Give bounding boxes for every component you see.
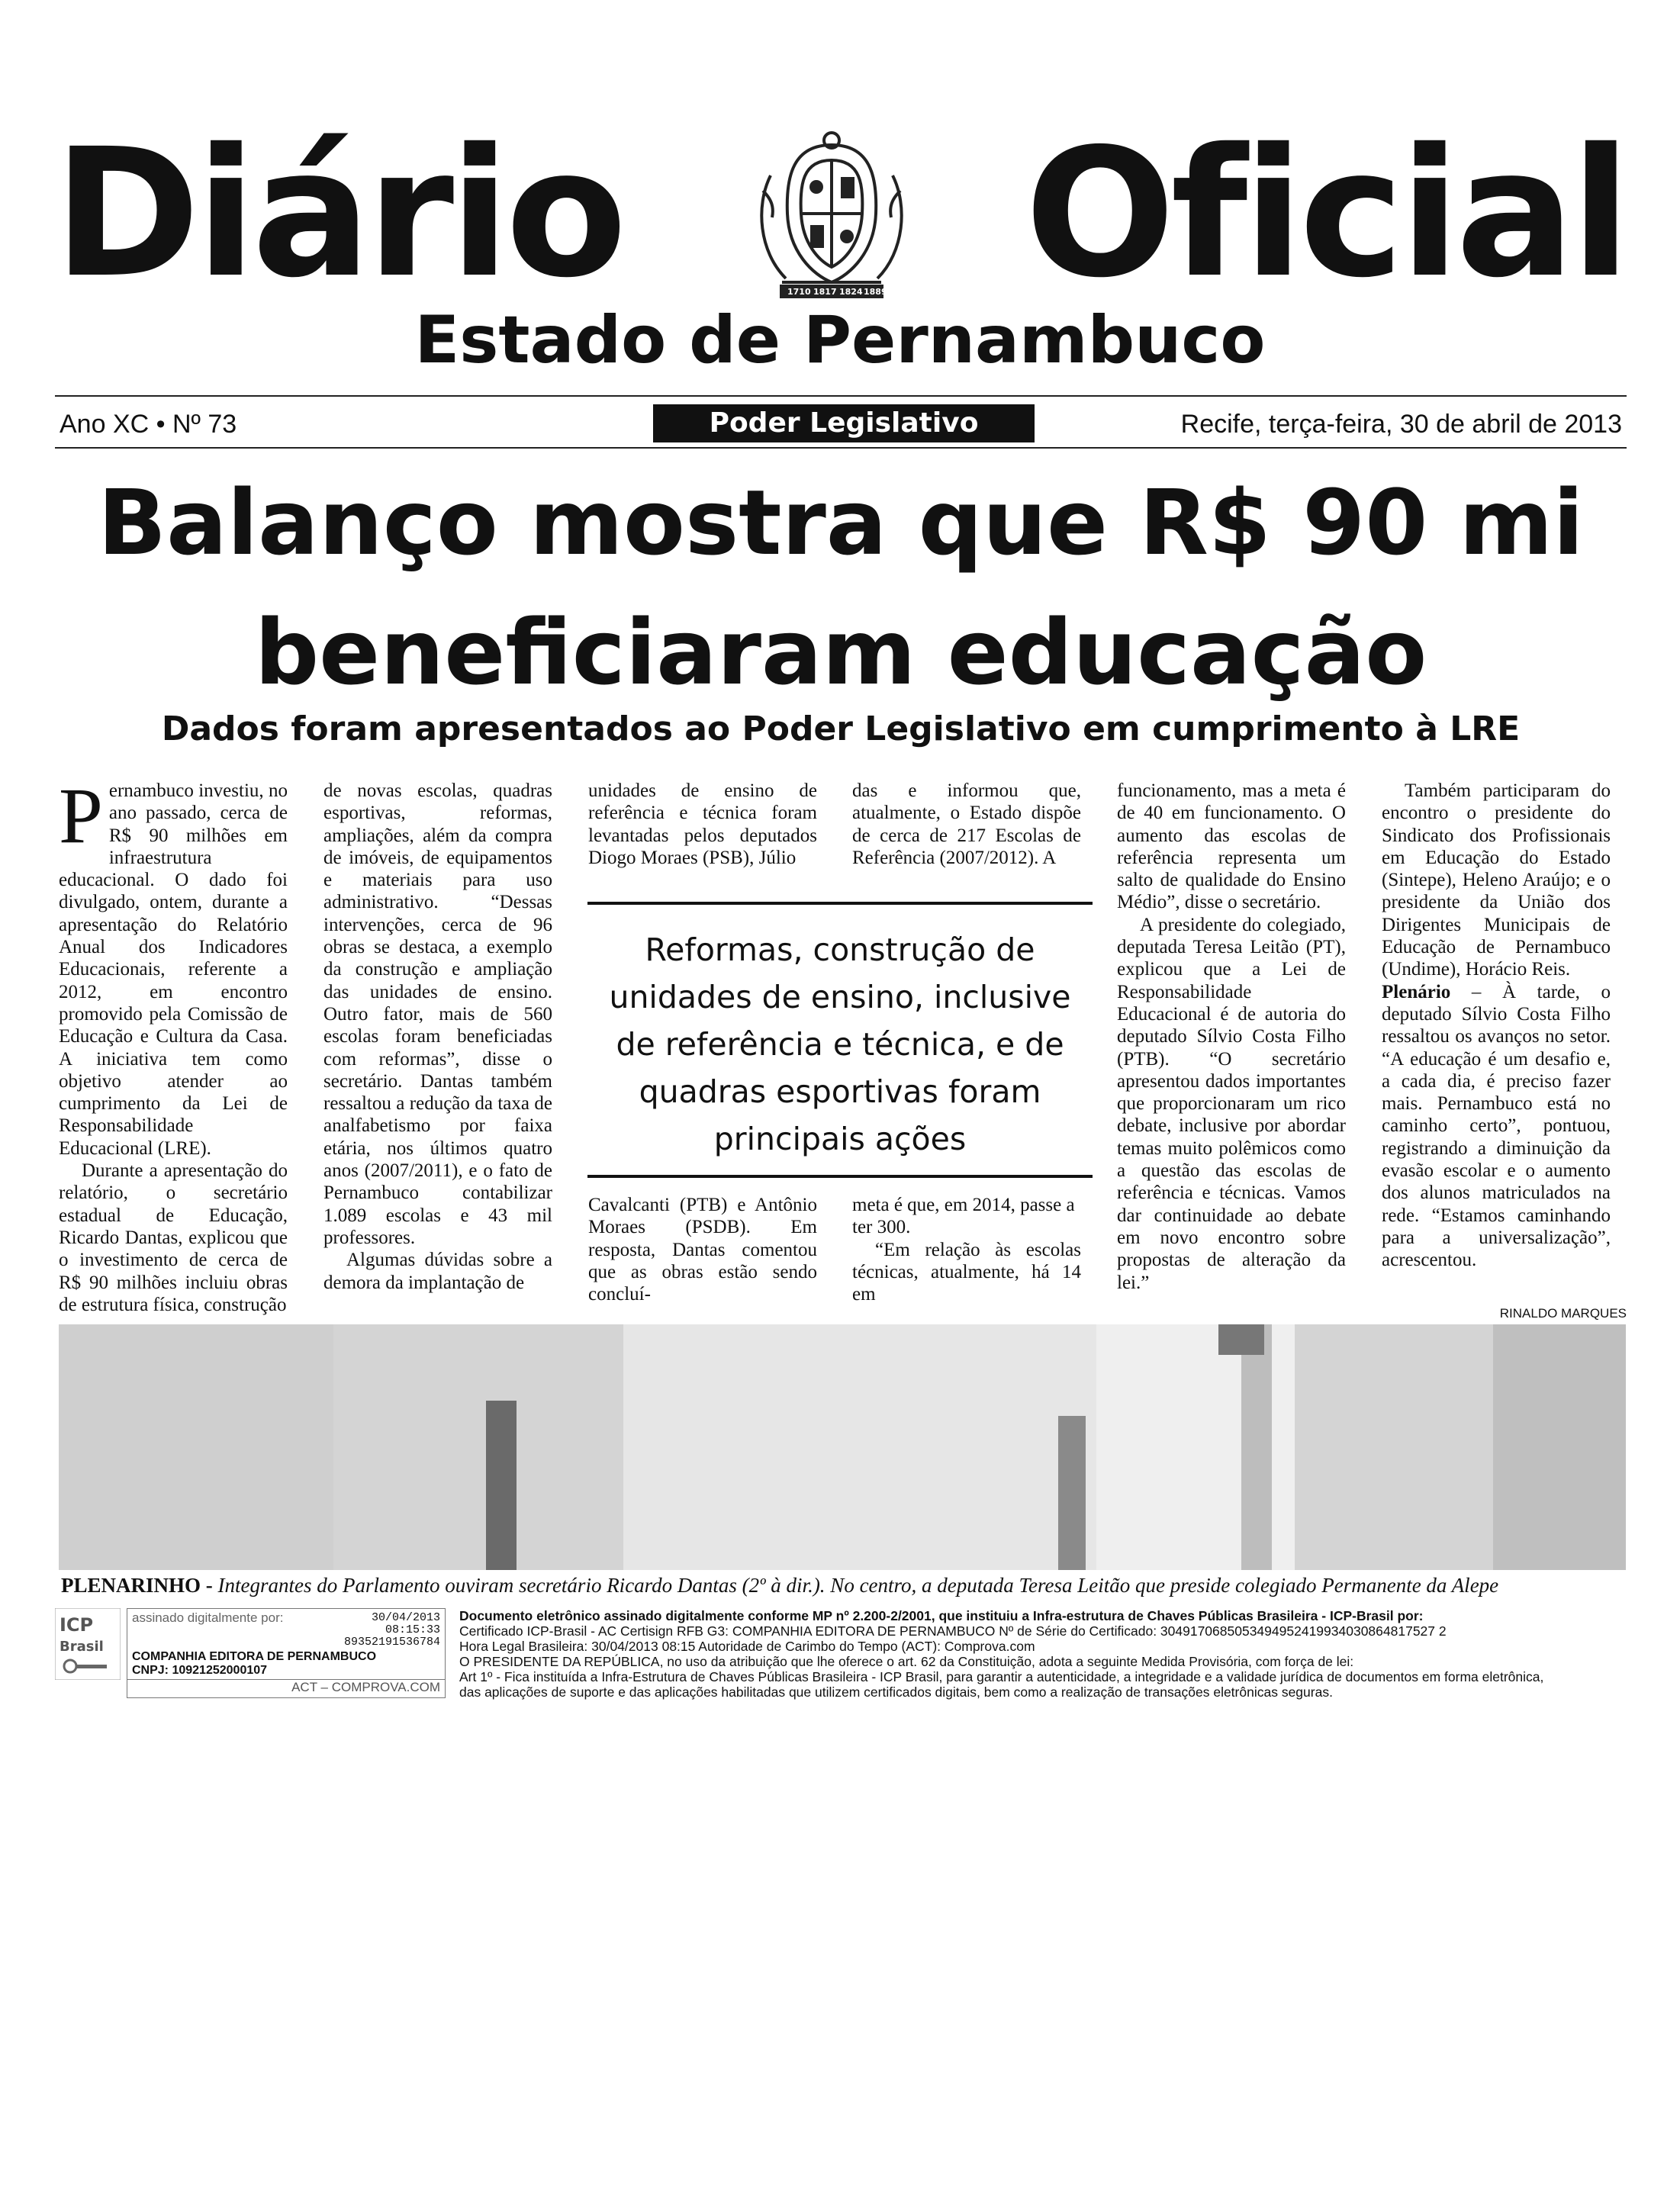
masthead-title-left: Diário (53, 111, 623, 317)
signer-cnpj: CNPJ: 10921252000107 (132, 1664, 268, 1677)
article-column-2 (323, 780, 552, 1294)
article-column-6 (1382, 780, 1611, 1272)
dateline: Recife, terça-feira, 30 de abril de 2013 (1180, 410, 1622, 439)
signature-serial: 89352191536784 (343, 1636, 440, 1649)
legal-line: Documento eletrônico assinado digitalmente conforme MP nº 2.200-2/2001, que instituiu a Infra-estrutura de Chaves Públicas Brasileira - ICP-Brasil por: (459, 1608, 1424, 1623)
crest-date-4: 1889 (864, 287, 887, 297)
article-paragraph: meta é que, em 2014, passe a ter 300. (852, 1195, 1075, 1238)
subheadline: Dados foram apresentados ao Poder Legislativo em cumprimento à LRE (161, 709, 1521, 748)
signer-company: COMPANHIA EDITORA DE PERNAMBUCO (132, 1650, 377, 1663)
masthead (53, 111, 1627, 378)
masthead-title-right: Oficial (1025, 111, 1627, 317)
infobar-rule (55, 447, 1627, 449)
issue-number: Ano XC • Nº 73 (60, 410, 237, 439)
article-paragraph: Também participaram do encontro o presidente do Sindicato dos Profissionais em Educação do Estado (Sintepe), Heleno Araújo; e o presidente da União dos Dirigentes Municipais de Educação de Pernambuco (Undime), Horácio Reis. (1382, 780, 1611, 980)
subsection-lead: Plenário (1382, 981, 1451, 1002)
caption-lead: PLENARINHO - (61, 1574, 218, 1597)
legal-line: das aplicações de suporte e das aplicações habilitadas que utilizem certificados digitais, bem como a realização de transações eletrônicas seguras. (459, 1684, 1333, 1700)
crest-date-1: 1710 (787, 287, 811, 297)
article-paragraph: Durante a apresentação do relatório, o secretário estadual de Educação, Ricardo Dantas, explicou que o investimento de cerca de R$ 90 milhões incluiu obras de estrutura física, construção (59, 1160, 288, 1315)
headline-line-1: Balanço mostra que R$ 90 mi (98, 470, 1584, 575)
article-column-4-top (852, 780, 1081, 869)
photo-caption (61, 1573, 1625, 1597)
masthead-subtitle: Estado de Pernambuco (414, 302, 1266, 378)
article-paragraph: de novas escolas, quadras esportivas, reformas, ampliações, além da compra de imóveis, de equipamentos e materiais para uso administrativo. “Dessas intervenções, cerca de 96 obras se destaca, a exemplo da construção e ampliação das unidades de ensino. Outro fator, mais de 560 escolas foram beneficiadas com reformas”, disse o secretário. Dantas também ressaltou a redução da taxa de analfabetismo por faixa etária, nos últimos quatro anos (2007/2011), e o fato de Pernambuco contabilizar 1.089 escolas e 43 mil professores. (323, 780, 552, 1248)
headline (55, 458, 1627, 717)
pull-quote-text: Reformas, construção de unidades de ensino, inclusive de referência e técnica, e de quadras esportivas foram principais ações (609, 931, 1071, 1157)
article-paragraph: Algumas dúvidas sobre a demora da implantação de (323, 1250, 552, 1293)
signature-label: assinado digitalmente por: (132, 1610, 284, 1625)
crest-date-2: 1817 (813, 287, 837, 297)
issue-info-bar (55, 404, 1627, 446)
article-paragraph: Cavalcanti (PTB) e Antônio Moraes (PSDB). Em resposta, Dantas comentou que as obras estão sendo concluí- (588, 1195, 817, 1305)
article-paragraph: A presidente do colegiado, deputada Teresa Leitão (PT), explicou que a Lei de Responsabilidade Educacional é de autoria do deputado Sílvio Costa Filho (PTB). “O secretário apresentou dados importantes que proporcionaram um rico debate, inclusive por abordar temas muito polêmicos como a questão das escolas de referência e técnicas. Vamos dar continuidade ao debate em novo encontro sobre propostas de alteração da lei.” (1117, 914, 1346, 1293)
signature-stamp (55, 1608, 446, 1694)
top-rule (55, 395, 1627, 397)
article-column-5 (1117, 780, 1346, 1294)
svg-text:ICP: ICP (60, 1614, 94, 1636)
pull-quote (587, 902, 1093, 1178)
plenary-photo (59, 1324, 1626, 1570)
article-paragraph: – À tarde, o deputado Sílvio Costa Filho ressaltou os avanços no setor. “A educação é um desafio e, a cada dia, é preciso fazer mais. Pernambuco está no caminho certo”, pontuou, registrando a diminuição da evasão escolar e o aumento dos alunos matriculados na rede. “Estamos caminhando para a universalização”, acrescentou. (1382, 981, 1611, 1271)
icp-brasil-logo-icon (55, 1608, 121, 1680)
crest-date-3: 1824 (839, 287, 863, 297)
article-paragraph: das e informou que, atualmente, o Estado dispõe de cerca de 217 Escolas de Referência (2007/2012). A (852, 780, 1081, 868)
drop-cap: P (59, 772, 103, 860)
article-column-3-top (588, 780, 817, 869)
caption-body: Integrantes do Parlamento ouviram secretário Ricardo Dantas (2º à dir.). No centro, a deputada Teresa Leitão que preside colegiado Permanente da Alepe (217, 1574, 1499, 1597)
photo-credit: RINALDO MARQUES (1499, 1306, 1627, 1321)
article-paragraph: unidades de ensino de referência e técnica foram levantadas pelos deputados Diogo Moraes (PSB), Júlio (588, 780, 817, 868)
legal-line: O PRESIDENTE DA REPÚBLICA, no uso da atribuição que lhe oferece o art. 62 da Constituição, adota a seguinte Medida Provisória, com força de lei: (459, 1654, 1354, 1669)
signature-time: 08:15:33 (385, 1623, 440, 1636)
article-column-3-bottom (588, 1194, 817, 1305)
legal-line: Certificado ICP-Brasil - AC Certisign RFB G3: COMPANHIA EDITORA DE PERNAMBUCO Nº de Série do Certificado: 3049170685053494952419934030864817527 2 (459, 1623, 1447, 1639)
article-paragraph: “Em relação às escolas técnicas, atualmente, há 14 em (852, 1239, 1081, 1305)
article-paragraph: funcionamento, mas a meta é de 40 em funcionamento. O aumento das escolas de referência representa um salto de qualidade do Ensino Médio”, disse o secretário. (1117, 780, 1346, 913)
coat-of-arms-icon (740, 130, 923, 301)
svg-text:Brasil: Brasil (60, 1639, 104, 1655)
headline-line-2: beneficiaram educação (254, 600, 1427, 705)
digital-signature-footer (55, 1608, 1627, 2191)
signature-date: 30/04/2013 (371, 1611, 440, 1624)
timestamp-authority: ACT – COMPROVA.COM (127, 1680, 446, 1698)
legal-notice (459, 1608, 1627, 1700)
signature-box (127, 1608, 446, 1680)
article-paragraph: ernambuco investiu, no ano passado, cerca de R$ 90 milhões em infraestrutura educacional. O dado foi divulgado, ontem, durante a apresentação do Relatório Anual dos Indicadores Educacionais, referente a 2012, em encontro promovido pela Comissão de Educação e Cultura da Casa. A iniciativa tem como objetivo atender ao cumprimento da Lei de Responsabilidade Educacional (LRE). (59, 780, 288, 1159)
article-column-1 (59, 772, 288, 1316)
article-column-4-bottom (852, 1194, 1081, 1305)
legal-line: Art 1º - Fica instituída a Infra-Estrutura de Chaves Públicas Brasileira - ICP Brasil, para garantir a autenticidade, a integridade e a validade jurídica de documentos em forma eletrônica, (459, 1669, 1544, 1684)
legal-line: Hora Legal Brasileira: 30/04/2013 08:15 Autoridade de Carimbo do Tempo (ACT): Comprova.com (459, 1639, 1035, 1654)
section-badge: Poder Legislativo (653, 404, 1035, 442)
